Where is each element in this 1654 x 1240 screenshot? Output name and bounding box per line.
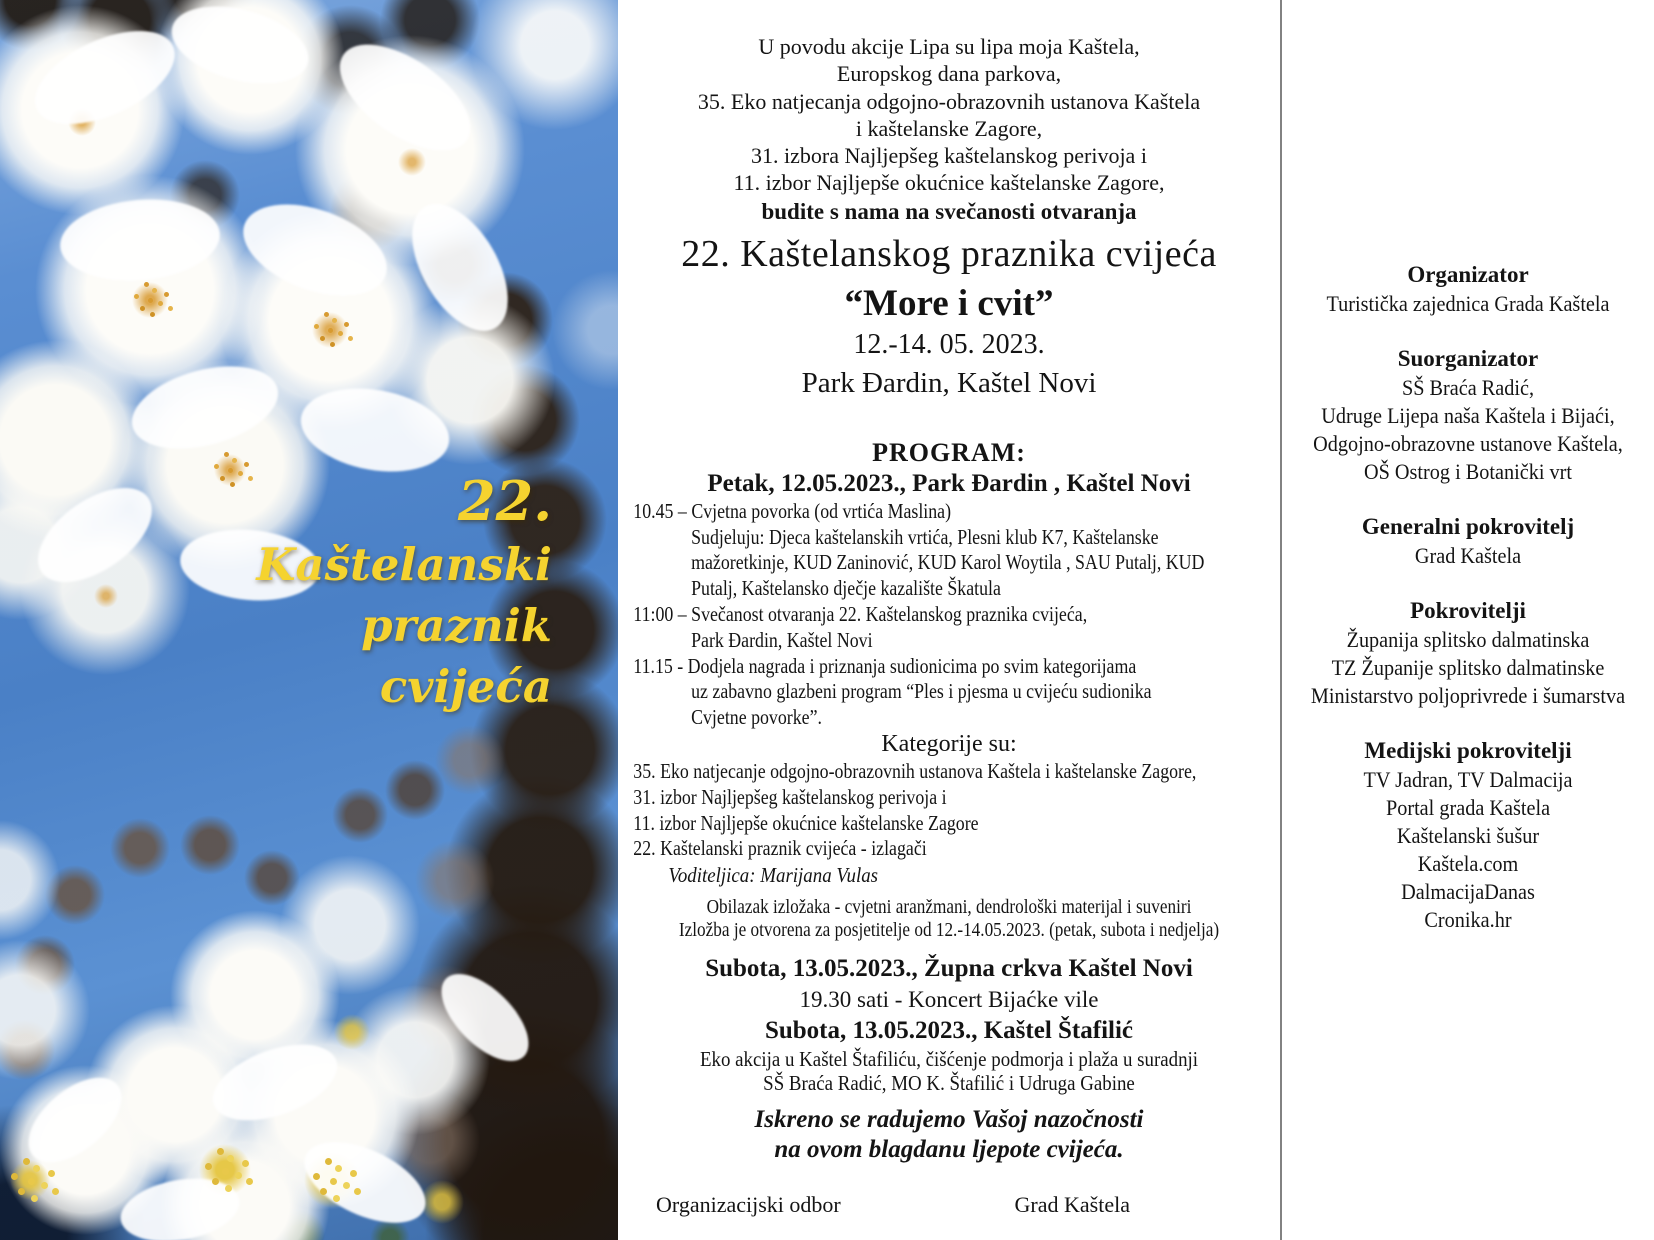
cover-title-line: Kaštelanski [256,538,552,591]
section-line: Grad Kaštela [1414,543,1522,568]
section-line: Portal grada Kaštela [1385,795,1551,820]
categories-list [618,759,1280,862]
section-line: TV Jadran, TV Dalmacija [1363,767,1573,792]
intro-line: U povodu akcije Lipa su lipa moja Kaštela, [758,34,1140,59]
stamen-dots [228,468,233,473]
saturday-church-heading: Subota, 13.05.2023., Župna crkva Kaštel Novi [705,954,1193,982]
intro-block [618,33,1280,197]
program-line: 11.15 - Dodjela nagrada i priznanja sudionicima po svim kategorijama [633,653,1137,678]
event-location: Park Đardin, Kaštel Novi [801,366,1097,399]
organizer-section [1282,260,1654,318]
petal-shape [22,469,169,601]
closing-block [618,1105,1280,1165]
saturday-stafilic-block [618,1015,1280,1095]
media-sponsors-section [1282,736,1654,934]
section-line: SŠ Braća Radić, [1401,375,1535,400]
sponsors-section [1282,596,1654,710]
category-line: 31. izbor Najljepšeg kaštelanskog perivoja i [633,784,947,809]
section-heading: Pokrovitelji [1410,598,1526,623]
saturday-church-line: 19.30 sati - Koncert Bijaćke vile [799,986,1099,1012]
category-line: 22. Kaštelanski praznik cvijeća - izlagači [633,836,927,861]
petal-shape [322,24,488,171]
section-line: Cronika.hr [1424,907,1512,932]
section-line: Županija splitsko dalmatinska [1346,627,1590,652]
section-line: Kaštela.com [1417,851,1519,876]
intro-line: 35. Eko natjecanja odgojno-obrazovnih ustanova Kaštela [697,88,1201,114]
stamen-dots [28,1178,35,1185]
cover-title-line: praznik [361,599,552,652]
petal-shape [292,1126,437,1240]
petal-shape [231,187,399,313]
section-heading: Suorganizator [1397,346,1539,371]
section-line: DalmacijaDanas [1401,879,1535,904]
saturday-stafilic-line: Eko akcija u Kaštel Štafiliću, čišćenje podmorja i plaža u suradnji [699,1046,1199,1071]
intro-line: 31. izbora Najljepšeg kaštelanskog perivoja i [751,143,1147,169]
section-heading: Organizator [1407,262,1529,287]
event-title: 22. Kaštelanskog praznika cvijeća [681,232,1217,275]
program-line: 10.45 – Cvjetna povorka (od vrtića Maslina) [633,498,952,523]
friday-heading: Petak, 12.05.2023., Park Đardin , Kaštel Novi [707,469,1191,497]
category-line: 35. Eko natjecanje odgojno-obrazovnih ustanova Kaštela i kaštelanske Zagore, [633,758,1197,783]
program-column [618,0,1280,1240]
section-line: OŠ Ostrog i Botanički vrt [1363,459,1573,484]
exhibition-line: Izložba je otvorena za posjetitelje od 12.-14.05.2023. (petak, subota i nedjelja) [678,919,1220,942]
program-line: uz zabavno glazbeni program “Ples i pjesma u cvijeću sudionika [691,679,1152,704]
section-line: TZ Županije splitsko dalmatinske [1331,655,1605,680]
event-motto: “More i cvit” [844,282,1054,324]
co-organizer-section [1282,344,1654,486]
section-line: Turistička zajednica Grada Kaštela [1326,291,1610,316]
section-line: Ministarstvo poljoprivrede i šumarstva [1310,683,1626,708]
signature-right: Grad Kaštela [1014,1191,1130,1217]
program-line: 11:00 – Svečanost otvaranja 22. Kaštelanskog praznika cvijeća, [633,601,1088,626]
program-list [618,499,1280,731]
section-heading: Generalni pokrovitelj [1361,514,1575,539]
saturday-stafilic-heading: Subota, 13.05.2023., Kaštel Štafilić [764,1016,1134,1044]
program-heading: PROGRAM: [872,437,1026,467]
cover-title-line: 22. [458,469,552,533]
saturday-stafilic-line: SŠ Braća Radić, MO K. Štafilić i Udruga Gabine [763,1070,1135,1095]
petal-shape [427,959,544,1076]
intro-line: Europskog dana parkova, [836,61,1062,87]
program-line: Park Đardin, Kaštel Novi [691,627,873,652]
petal-shape [116,1170,245,1240]
stamen-dots [148,298,153,303]
section-line: Kaštelanski šušur [1396,823,1540,848]
program-line: Sudjeluju: Djeca kaštelanskih vrtića, Plesni klub K7, Kaštelanske [691,524,1159,549]
closing-line: Iskreno se radujemo Vašoj nazočnosti [754,1105,1144,1133]
closing-line: na ovom blagdanu ljepote cvijeća. [774,1135,1124,1163]
stamen-dots [328,328,333,333]
category-line: 11. izbor Najljepše okućnice kaštelanske Zagore [633,810,979,835]
section-heading: Medijski pokrovitelji [1364,738,1572,763]
petal-shape [393,188,528,347]
exhibition-line: Obilazak izložaka - cvjetni aranžmani, dendrološki materijal i suveniri [706,896,1192,919]
section-line: Odgojno-obrazovne ustanove Kaštela, [1313,431,1623,456]
invitation-line: budite s nama na svečanosti otvaranja [761,198,1137,224]
cover-title [256,468,552,717]
petal-shape [203,1030,347,1136]
program-line: Putalj, Kaštelansko dječje kazalište Škatula [691,576,1001,601]
program-line: mažoretkinje, KUD Zaninović, KUD Karol Woytila , SAU Putalj, KUD [691,550,1205,575]
exhibition-block [618,896,1280,942]
petal-shape [14,1062,137,1179]
saturday-church-block [618,953,1280,1015]
signature-row [618,1191,1280,1219]
general-sponsor-section [1282,512,1654,570]
petal-shape [163,0,316,97]
petal-shape [21,12,189,143]
petal-shape [294,378,456,483]
categories-heading: Kategorije su: [881,730,1017,757]
cover-photo [0,0,618,1240]
intro-line: i kaštelanske Zagore, [855,115,1043,141]
petal-shape [123,352,287,463]
signature-left: Organizacijski odbor [656,1191,841,1217]
stamen-dots [330,1178,337,1185]
section-line: Udruge Lijepa naša Kaštela i Bijaći, [1321,403,1615,428]
cover-title-line: cvijeća [379,660,552,713]
intro-line: 11. izbor Najljepše okućnice kaštelanske Zagore, [733,170,1165,196]
program-line: Cvjetne povorke”. [691,705,822,730]
event-dates: 12.-14. 05. 2023. [853,328,1045,360]
host-line: Voditeljica: Marijana Vulas [668,863,879,888]
organizers-column [1282,0,1654,1240]
stamen-dots [222,1168,229,1175]
petal-shape [57,193,223,287]
